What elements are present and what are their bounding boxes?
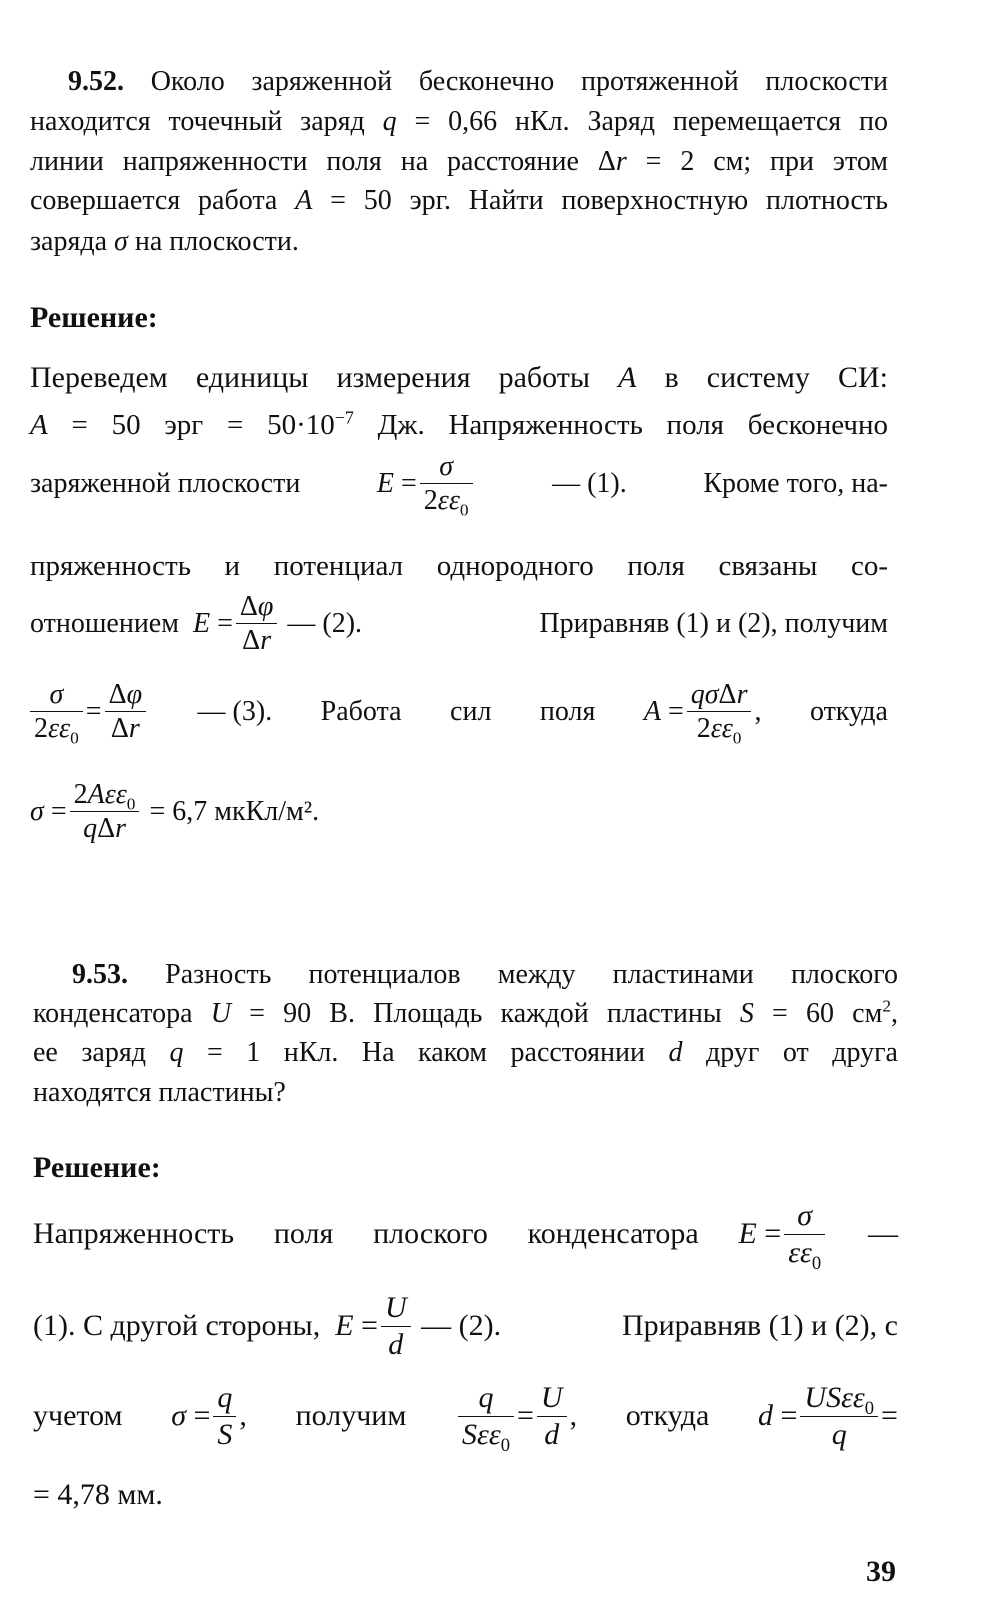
formula-fraction: $\frac{\sigma}{2\varepsilon\varepsilon_0}$ [420, 452, 473, 516]
answer-value: 4,78 мм [57, 1478, 156, 1511]
solution-9-52-line-1: Переведем единицы измерения работы A в систему СИ: [30, 361, 889, 394]
problem-number: 9.53. [72, 959, 128, 990]
problem-9-53-line-3: ее заряд q = 1 нКл. На каком расстоянии d друг от друга [33, 1037, 898, 1068]
solution-9-52-line-6: $\frac{\sigma}{2\varepsilon\varepsilon_0}$ = $\frac{\Delta\varphi}{\Delta r}$ — (3). Работа сил поля A = $\frac{\text{qσΔr}}{2\varepsilon\varepsilon_0}$ , откуда [30, 680, 888, 744]
formula-fraction: $\frac{US\varepsilon\varepsilon_0}{q}$ [800, 1382, 878, 1450]
solution-9-52-line-5: отношением E = $\frac{\Delta\varphi}{\Delta r}$ — (2). Приравняв (1) и (2), получим [30, 591, 888, 657]
solution-heading: Решение: [33, 1151, 161, 1184]
formula-fraction: $\frac{\Delta\varphi}{\Delta r}$ [105, 680, 147, 744]
answer-value: 6,7 мкКл/м² [172, 795, 313, 827]
problem-9-53-line-4: находятся пластины? [33, 1077, 286, 1108]
problem-9-52-line-2: находится точечный заряд q = 0,66 нКл. Заряд перемещается по [30, 106, 888, 137]
problem-9-53-line-2: конденсатора U = 90 В. Площадь каждой пластины S = 60 $см^2$, [33, 996, 899, 1029]
solution-9-52-line-4: пряженность и потенциал однородного поля связаны со- [30, 550, 888, 582]
problem-9-53-line-1: 9.53. Разность потенциалов между пластинами плоского [72, 959, 898, 990]
solution-9-53-line-1: Напряженность поля плоского конденсатора E = $\frac{\sigma}{\varepsilon\varepsilon_0}$ — [33, 1199, 898, 1274]
solution-9-53-line-4: = 4,78 мм. [33, 1478, 163, 1511]
problem-9-52-line-1: 9.52. Около заряженной бесконечно протяженной плоскости [68, 66, 888, 97]
solution-9-53-line-3: учетом σ = $\frac{q}{S}$ , получим $\frac{q}{S\varepsilon\varepsilon_0}$ = $\frac{U}{d}$ , откуда d = $\frac{US\varepsilon\varepsilon_0}{q}$ = [33, 1381, 898, 1456]
solution-heading: Решение: [30, 301, 158, 334]
solution-9-53-line-2: (1). С другой стороны, E = $\frac{U}{d}$ — (2). Приравняв (1) и (2), с [33, 1291, 898, 1361]
formula-fraction: $\frac{U}{d}$ [537, 1382, 567, 1450]
problem-9-52-line-5: заряда σ на плоскости. [30, 226, 299, 257]
formula-fraction: $\frac{q}{S\varepsilon\varepsilon_0}$ [458, 1382, 514, 1450]
problem-number: 9.52. [68, 66, 124, 97]
formula-fraction: $\frac{2A\varepsilon\varepsilon_0}{\text{qΔr}}$ [70, 780, 140, 844]
formula-fraction: $\frac{q}{S}$ [213, 1382, 236, 1450]
problem-9-52-line-3: линии напряженности поля на расстояние Δr = 2 см; при этом [30, 146, 888, 177]
problem-9-52-line-4: совершается работа A = 50 эрг. Найти поверхностную плотность [30, 185, 888, 216]
formula-fraction: $\frac{\sigma}{\varepsilon\varepsilon_0}$ [784, 1200, 825, 1268]
formula-fraction: $\frac{U}{d}$ [381, 1292, 411, 1360]
page-number: 39 [866, 1555, 896, 1588]
formula-fraction: $\frac{\sigma}{2\varepsilon\varepsilon_0}$ [30, 680, 83, 744]
formula-fraction: $\frac{\text{qσΔr}}{2\varepsilon\varepsilon_0}$ [687, 680, 752, 744]
solution-9-52-line-7: σ = $\frac{2A\varepsilon\varepsilon_0}{\text{qΔr}}$ = 6,7 мкКл/м². [30, 779, 320, 845]
formula-fraction: $\frac{\Delta\varphi}{\Delta r}$ [236, 592, 278, 656]
solution-9-52-line-2: A = 50 эрг = $50\cdot 10^{-7}$ Дж. Напряженность поля бесконечно [30, 407, 888, 441]
solution-9-52-line-3: заряженной плоскости E = $\frac{\sigma}{2\varepsilon\varepsilon_0}$ — (1). Кроме того, на- [30, 451, 888, 520]
